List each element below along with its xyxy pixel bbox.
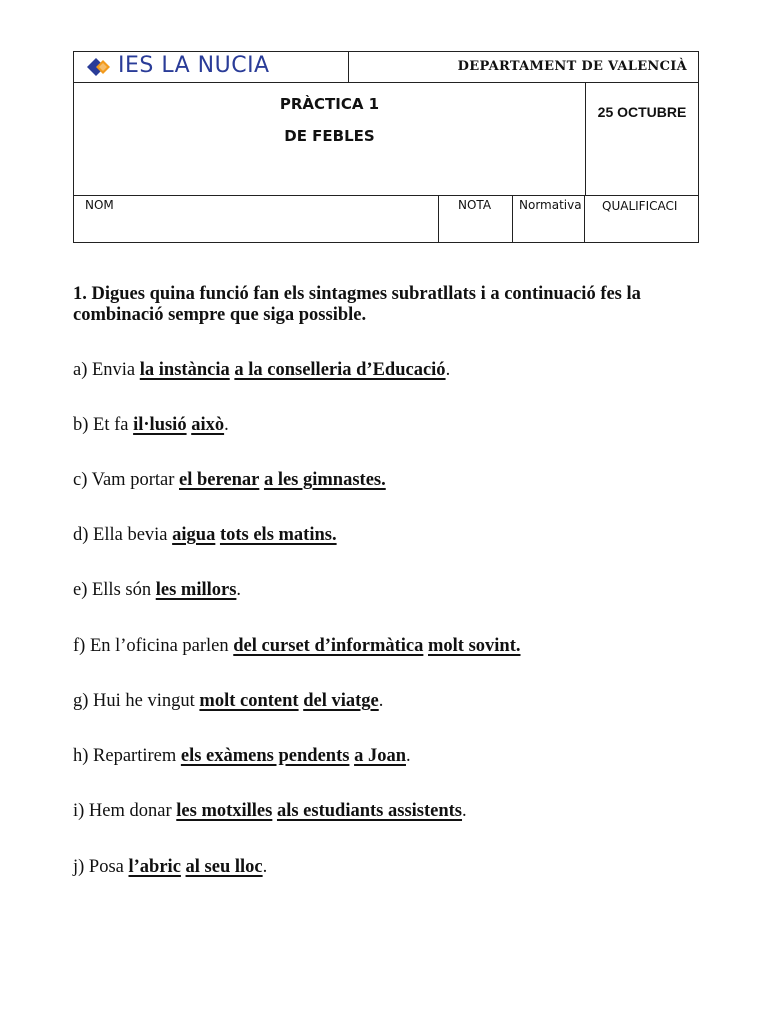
practice-subtitle: DE FEBLES (284, 127, 375, 145)
underlined-phrase: el berenar (179, 470, 260, 490)
underlined-phrase: als estudiants assistents (276, 801, 463, 821)
header-row-title (74, 82, 698, 196)
underlined-phrase: al seu lloc (185, 857, 263, 877)
header-table (73, 51, 699, 243)
title-cell (74, 82, 586, 195)
item-punctuation: . (262, 857, 268, 877)
underlined-phrase: l’abric (128, 857, 181, 877)
underlined-phrase: del curset d’informàtica (233, 636, 424, 656)
item-text: d) Ella bevia (73, 525, 173, 545)
item-text: g) Hui he vingut (73, 691, 200, 711)
header-row-fields (74, 195, 698, 242)
exercise-item (73, 857, 267, 878)
exercise-item (73, 691, 383, 712)
exercise-item (73, 470, 386, 491)
header-row-top (74, 52, 698, 83)
exercise-item (73, 415, 229, 436)
underlined-phrase: tots els matins. (219, 525, 337, 545)
underlined-phrase: la instància (139, 360, 230, 380)
underlined-phrase: aigua (172, 525, 216, 545)
exercise-question: 1. Digues quina funció fan els sintagmes subratllats i a continuació fes la combinació sempre que siga possible. (73, 284, 641, 325)
item-text: b) Et fa (73, 415, 134, 435)
grade-label: NOTA (458, 198, 492, 212)
item-text: i) Hem donar (73, 801, 177, 821)
underlined-phrase: del viatge (303, 691, 379, 711)
item-punctuation: . (462, 801, 467, 821)
item-punctuation: . (378, 691, 384, 711)
item-text: j) Posa (73, 857, 129, 877)
item-text: c) Vam portar (73, 470, 179, 490)
practice-title: PRÀCTICA 1 (279, 95, 380, 113)
item-text: a) Envia (73, 360, 140, 380)
underlined-phrase: les motxilles (176, 801, 273, 821)
name-field[interactable] (74, 195, 439, 242)
underlined-phrase: molt content (199, 691, 299, 711)
exercise-item (73, 525, 337, 546)
date-cell (586, 82, 698, 195)
item-text: e) Ells són (73, 580, 156, 600)
underlined-phrase: a Joan (354, 746, 406, 766)
exercise-item (73, 746, 411, 767)
qualification-label: QUALIFICACI (602, 199, 678, 213)
practice-date: 25 OCTUBRE (597, 104, 687, 120)
exercise-item (73, 636, 521, 657)
exercise-item (73, 580, 241, 601)
item-punctuation: . (236, 580, 242, 600)
item-punctuation: . (405, 746, 411, 766)
normative-label: Normativa (519, 198, 582, 212)
underlined-phrase: molt sovint. (428, 636, 521, 656)
underlined-phrase: il·lusió (133, 415, 187, 435)
underlined-phrase: a la conselleria d’Educació (234, 360, 446, 380)
exercise-item (73, 360, 450, 381)
underlined-phrase: això (191, 415, 225, 435)
exercise-item (73, 801, 467, 822)
department-name: DEPARTAMENT DE VALENCIÀ (457, 59, 687, 74)
qualification-field[interactable] (585, 195, 698, 242)
item-punctuation: . (224, 415, 229, 435)
normative-field[interactable] (513, 195, 585, 242)
school-logo-text: IES LA NUCIA (118, 53, 270, 78)
school-logo-icon (85, 56, 115, 78)
logo-cell (74, 52, 349, 82)
grade-field[interactable] (439, 195, 513, 242)
name-label: NOM (85, 198, 114, 212)
underlined-phrase: a les gimnastes. (263, 470, 386, 490)
item-text: f) En l’oficina parlen (73, 636, 234, 656)
item-text: h) Repartirem (73, 746, 181, 766)
item-punctuation: . (445, 360, 451, 380)
underlined-phrase: els exàmens pendents (180, 746, 350, 766)
underlined-phrase: les millors (155, 580, 237, 600)
